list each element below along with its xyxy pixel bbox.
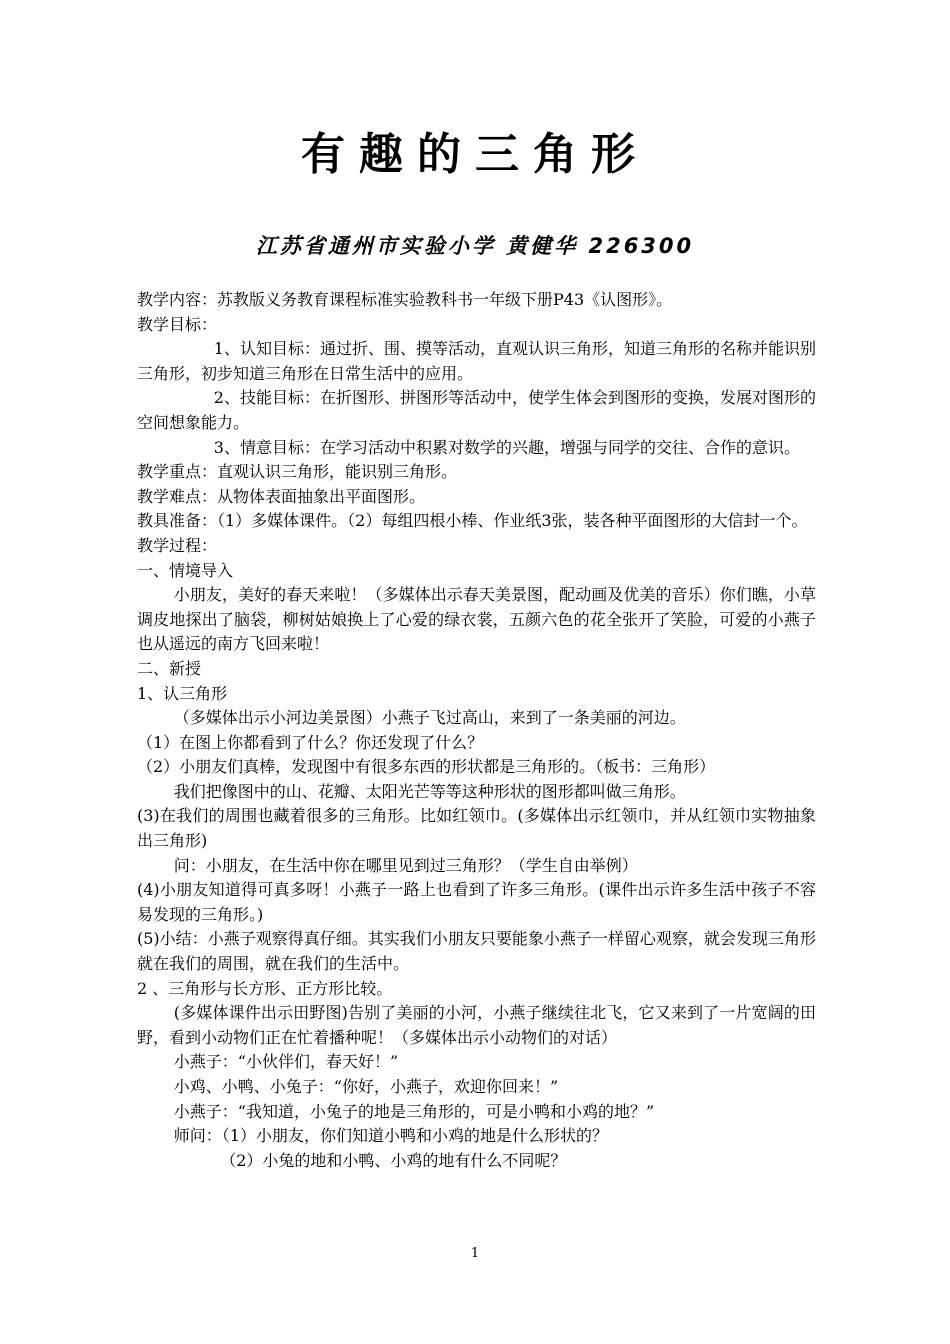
section-heading-new: 二、新授 bbox=[137, 658, 202, 678]
document-body bbox=[137, 288, 816, 1173]
dialogue-line-2: 小鸡、小鸭、小兔子：“你好，小燕子，欢迎你回来！” bbox=[173, 1077, 559, 1096]
step-5: (5)小结：小燕子观察得真仔细。其实我们小朋友只要能象小燕子一样留心观察，就会发现三角形就在我们的周围，就在我们的生活中。 bbox=[137, 929, 816, 974]
goal-affective: 3、情意目标：在学习活动中积累对数学的兴趣，增强与同学的交往、合作的意识。 bbox=[213, 437, 800, 457]
page-number: 1 bbox=[470, 1246, 480, 1261]
teaching-aids: 教具准备：（1）多媒体课件。（2）每组四根小棒、作业纸3张，装各种平面图形的大信封一个。 bbox=[137, 511, 808, 531]
teacher-question-2: （2）小兔的地和小鸭、小鸡的地有什么不同呢？ bbox=[220, 1150, 567, 1170]
step-3: (3)在我们的周围也藏着很多的三角形。比如红领巾。(多媒体出示红领巾，并从红领巾实物抽象出三角形) bbox=[137, 806, 816, 851]
teaching-key-point: 教学重点：直观认识三角形，能识别三角形。 bbox=[137, 462, 458, 482]
teaching-process-heading: 教学过程： bbox=[137, 535, 218, 555]
intro-paragraph: 小朋友，美好的春天来啦！（多媒体出示春天美景图，配动画及优美的音乐）你们瞧，小草调皮地探出了脑袋，柳树姑娘换上了心爱的绿衣裳，五颜六色的花全张开了笑脸，可爱的小燕子也从遥远的南方飞回来啦！ bbox=[137, 585, 816, 654]
dialogue-line-3: 小燕子：“我知道，小兔子的地是三角形的，可是小鸭和小鸡的地？” bbox=[173, 1101, 655, 1121]
teacher-question-1: 师问：（1）小朋友，你们知道小鸭和小鸡的地是什么形状的？ bbox=[173, 1126, 608, 1146]
dialogue-line-1: 小燕子：“小伙伴们，春天好！” bbox=[173, 1052, 399, 1072]
subsection-heading-2: 2 、三角形与长方形、正方形比较。 bbox=[137, 978, 393, 998]
goal-cognitive: 1、认知目标：通过折、围、摸等活动，直观认识三角形，知道三角形的名称并能识别三角形，初步知道三角形在日常生活中的应用。 bbox=[137, 339, 816, 383]
question-paragraph: 问：小朋友，在生活中你在哪里见到过三角形？（学生自由举例） bbox=[173, 855, 638, 875]
step-1: （1）在图上你都看到了什么？你还发现了什么？ bbox=[137, 732, 484, 752]
subsection-heading-1: 1、认三角形 bbox=[137, 683, 228, 703]
section-heading-intro: 一、情境导入 bbox=[137, 560, 234, 580]
river-scene-paragraph: （多媒体出示小河边美景图）小燕子飞过高山，来到了一条美丽的河边。 bbox=[173, 708, 686, 728]
document-title: 有趣的三角形 bbox=[301, 129, 649, 180]
step-4: (4)小朋友知道得可真多呀！小燕子一路上也看到了许多三角形。(课件出示许多生活中孩子不容易发现的三角形。) bbox=[137, 880, 816, 924]
teaching-difficulty: 教学难点：从物体表面抽象出平面图形。 bbox=[137, 486, 426, 506]
goal-skill: 2、技能目标：在折图形、拼图形等活动中，使学生体会到图形的变换，发展对图形的空间想象能力。 bbox=[137, 388, 816, 432]
definition-paragraph: 我们把像图中的山、花瓣、太阳光芒等等这种形状的图形都叫做三角形。 bbox=[173, 781, 686, 801]
teaching-content: 教学内容：苏教版义务教育课程标准实验教科书一年级下册P43《认图形》。 bbox=[137, 290, 673, 309]
author-line: 江苏省通州市实验小学 黄健华 226300 bbox=[255, 234, 695, 258]
step-2: （2）小朋友们真棒，发现图中有很多东西的形状都是三角形的。（板书：三角形） bbox=[137, 757, 716, 777]
teaching-goals-heading: 教学目标： bbox=[137, 314, 218, 334]
field-scene-paragraph: (多媒体课件出示田野图)告别了美丽的小河，小燕子继续往北飞，它又来到了一片宽阔的田野，看到小动物们正在忙着播种呢！（多媒体出示小动物们的对话） bbox=[137, 1003, 816, 1047]
